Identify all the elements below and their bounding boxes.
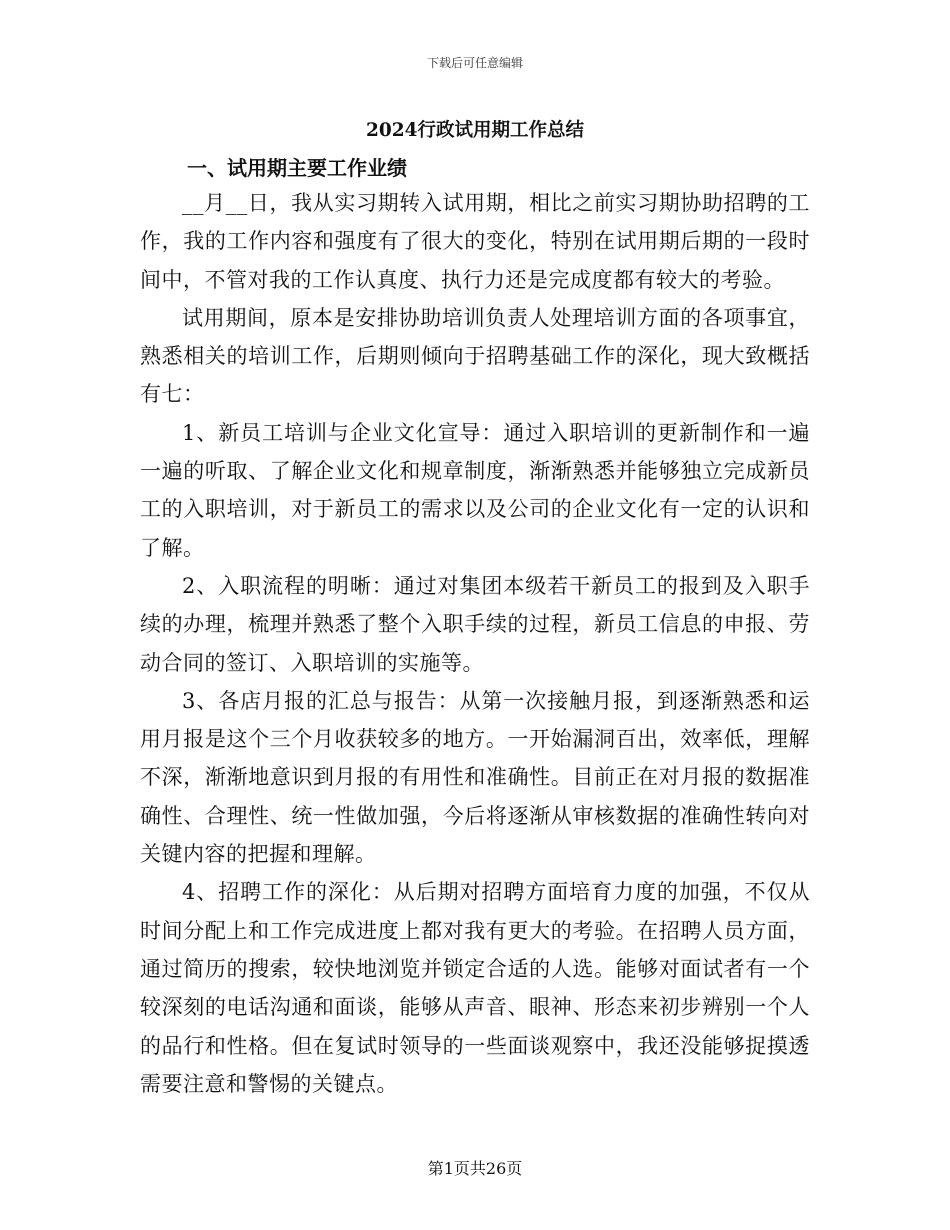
paragraph-overview: 试用期间，原本是安排协助培训负责人处理培训方面的各项事宜，熟悉相关的培训工作，后期则倾向于招聘基础工作的深化，现大致概括有七： <box>140 305 810 407</box>
document-body <box>140 184 810 1103</box>
section-heading: 一、试用期主要工作业绩 <box>187 156 407 180</box>
paragraph-item-4: 4、招聘工作的深化：从后期对招聘方面培育力度的加强，不仅从时间分配上和工作完成进度上都对我有更大的考验。在招聘人员方面，通过简历的搜索，较快地浏览并锁定合适的人选。能够对面试者有一个较深刻的电话沟通和面谈，能够从声音、眼神、形态来初步辨别一个人的品行和性格。但在复试时领导的一些面谈观察中，我还没能够捉摸透需要注意和警惕的关键点。 <box>140 880 810 1096</box>
paragraph-item-2: 2、入职流程的明晰：通过对集团本级若干新员工的报到及入职手续的办理，梳理并熟悉了整个入职手续的过程，新员工信息的申报、劳动合同的签订、入职培训的实施等。 <box>140 573 810 675</box>
header-note: 下载后可任意编辑 <box>426 56 523 70</box>
paragraph-item-3: 3、各店月报的汇总与报告：从第一次接触月报，到逐渐熟悉和运用月报是这个三个月收获较多的地方。一开始漏洞百出，效率低，理解不深，渐渐地意识到月报的有用性和准确性。目前正在对月报的数据准确性、合理性、统一性做加强，今后将逐渐从审核数据的准确性转向对关键内容的把握和理解。 <box>140 688 810 867</box>
paragraph-item-1: 1、新员工培训与企业文化宣导：通过入职培训的更新制作和一遍一遍的听取、了解企业文化和规章制度，渐渐熟悉并能够独立完成新员工的入职培训，对于新员工的需求以及公司的企业文化有一定的认识和了解。 <box>140 420 810 560</box>
document-title: 2024行政试用期工作总结 <box>366 120 584 141</box>
page-number: 第1页共26页 <box>427 1159 523 1178</box>
paragraph-transition: __月__日，我从实习期转入试用期，相比之前实习期协助招聘的工作，我的工作内容和强度有了很大的变化，特别在试用期后期的一段时间中，不管对我的工作认真度、执行力还是完成度都有较大的考验。 <box>140 191 810 292</box>
